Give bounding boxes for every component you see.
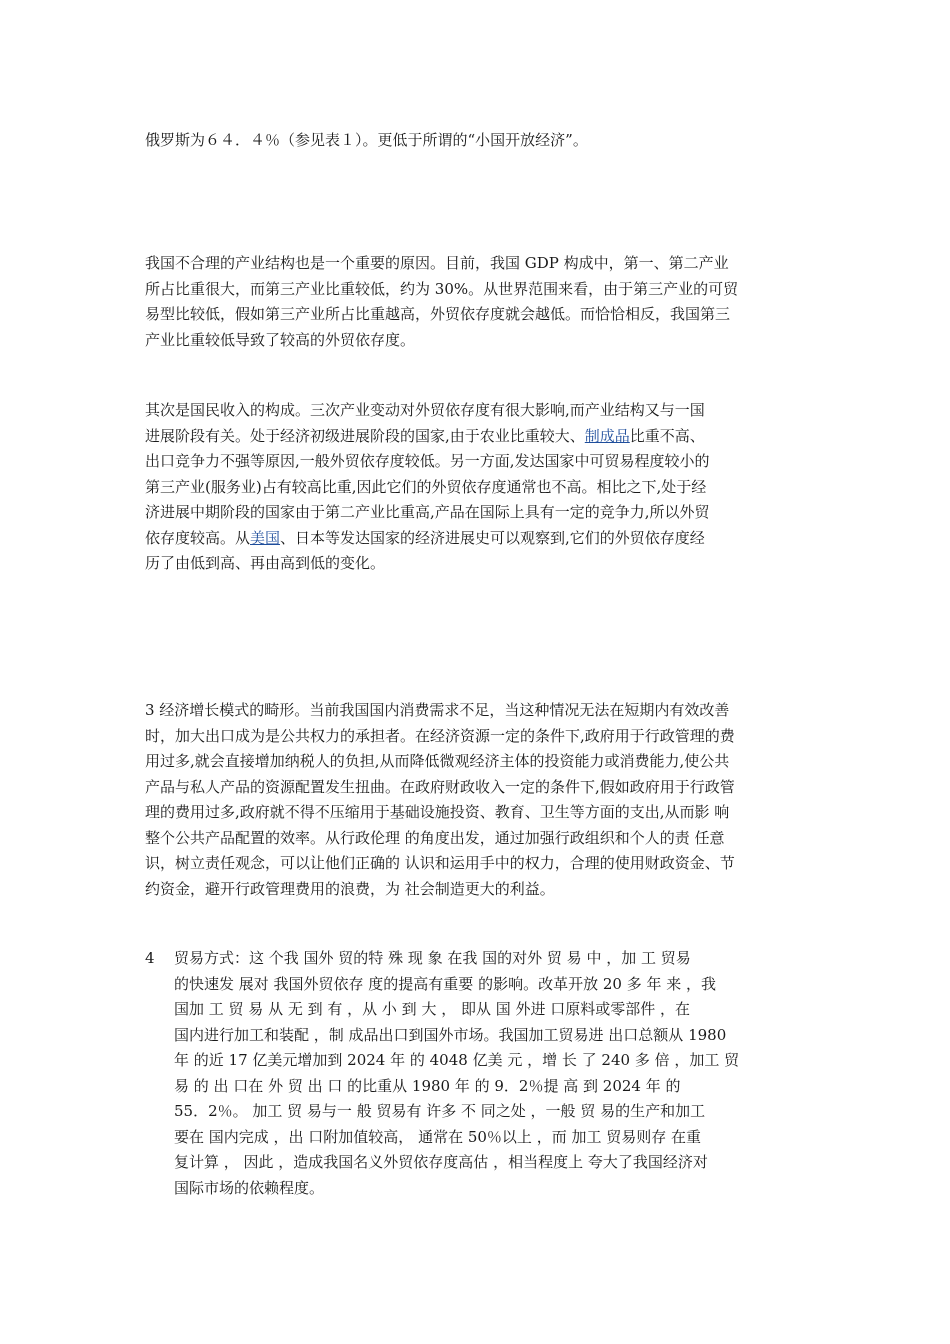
- text-line: 所占比重很大，而第三产业比重较低，约为 30%。从世界范围来看，由于第三产业的可贸: [145, 279, 739, 298]
- text-line: 复计算 ， 因此 ，造成我国名义外贸依存度高估 ，相当程度上 夸大了我国经济对: [174, 1153, 708, 1171]
- text-line: 第三产业(服务业)占有较高比重,因此它们的外贸依存度通常也不高。相比之下,处于经: [145, 477, 707, 496]
- link-usa[interactable]: 美国: [250, 528, 281, 547]
- text-line: 易 的 出 口在 外 贸 出 口 的比重从 1980 年 的 9．2％提 高 到 2024 年 的: [174, 1076, 681, 1095]
- paragraph-national-income: [145, 398, 807, 577]
- text-segment: 、日本等发达国家的经济进展史可以观察到,它们的外贸依存度经: [280, 528, 705, 547]
- text-segment: 比重不高、: [629, 426, 705, 445]
- text-line: 55．2％。 加工 贸 易与一 般 贸易有 许多 不 同之处 ，一般 贸 易的生产和加工: [174, 1102, 706, 1120]
- text-line: 识，树立责任观念，可以让他们正确的 认识和运用手中的权力，合理的使用财政资金、节: [145, 854, 735, 872]
- text-line: 年 的近 17 亿美元增加到 2024 年 的 4048 亿美 元 ，增 长 了 240 多 倍 ，加工 贸: [174, 1051, 740, 1069]
- text-line: 济进展中期阶段的国家由于第二产业比重高,产品在国际上具有一定的竞争力,所以外贸: [145, 503, 710, 521]
- text-line: 3 经济增长模式的畸形。当前我国国内消费需求不足，当这种情况无法在短期内有效改善: [145, 701, 730, 719]
- paragraph-trade-mode: [174, 946, 808, 1201]
- text-line: 其次是国民收入的构成。三次产业变动对外贸依存度有很大影响,而产业结构又与一国: [145, 401, 705, 419]
- text-line: 国内进行加工和装配 ，制 成品出口到国外市场。我国加工贸易进 出口总额从 1980: [174, 1025, 727, 1044]
- paragraph-russia-ratio: [145, 128, 807, 154]
- text-line: 历了由低到高、再由高到低的变化。: [145, 554, 386, 572]
- text-line: 整个公共产品配置的效率。从行政伦理 的角度出发，通过加强行政组织和个人的责 任意: [145, 828, 725, 847]
- text-line: 国加 工 贸 易 从 无 到 有 ，从 小 到 大 ， 即从 国 外进 口原料或零部件 ，在: [174, 1000, 691, 1018]
- text-segment: 进展阶段有关。处于经济初级进展阶段的国家,由于农业比重较大、: [145, 426, 585, 445]
- text-line: 我国不合理的产业结构也是一个重要的原因。目前，我国 GDP 构成中，第一、第二产业: [145, 254, 729, 272]
- paragraph-growth-model: [145, 698, 807, 902]
- text-line: 约资金，避开行政管理费用的浪费，为 社会制造更大的利益。: [145, 879, 555, 898]
- text-line: 产品与私人产品的资源配置发生扭曲。在政府财政收入一定的条件下,假如政府用于行政管: [145, 777, 735, 796]
- text-line: 产业比重较低导致了较高的外贸依存度。: [145, 330, 416, 349]
- paragraph-industrial-structure: [145, 251, 807, 353]
- text-line: 易型比较低，假如第三产业所占比重越高，外贸依存度就会越低。而恰恰相反，我国第三: [145, 305, 731, 323]
- list-number: 4: [145, 949, 155, 967]
- link-manufactured-goods[interactable]: 制成品: [584, 426, 630, 445]
- text-line: 国际市场的依赖程度。: [174, 1178, 325, 1197]
- text-line: 出口竞争力不强等原因,一般外贸依存度较低。另一方面,发达国家中可贸易程度较小的: [145, 452, 710, 470]
- text-line: [145, 526, 807, 552]
- text-line: 的快速发 展对 我国外贸依存 度的提高有重要 的影响。改革开放 20 多 年 来 ，我: [174, 974, 717, 993]
- text-line: 要在 国内完成 ，出 口附加值较高， 通常在 50％以上 ，而 加工 贸易则存 在重: [174, 1127, 702, 1146]
- text-line: 时，加大出口成为是公共权力的承担者。在经济资源一定的条件下,政府用于行政管理的费: [145, 726, 735, 745]
- text-line: [145, 424, 807, 450]
- text-segment: 依存度较高。从: [145, 528, 251, 547]
- text-line: 用过多,就会直接增加纳税人的负担,从而降低微观经济主体的投资能力或消费能力,使公共: [145, 752, 730, 770]
- text-line: 贸易方式：这 个我 国外 贸的特 殊 现 象 在我 国的对外 贸 易 中 ，加 工 贸易: [174, 949, 691, 967]
- text-line: 理的费用过多,政府就不得不压缩用于基础设施投资、教育、卫生等方面的支出,从而影 响: [145, 803, 730, 821]
- text-line: 俄罗斯为６４．４％（参见表１）。更低于所谓的“小国开放经济”。: [145, 131, 588, 149]
